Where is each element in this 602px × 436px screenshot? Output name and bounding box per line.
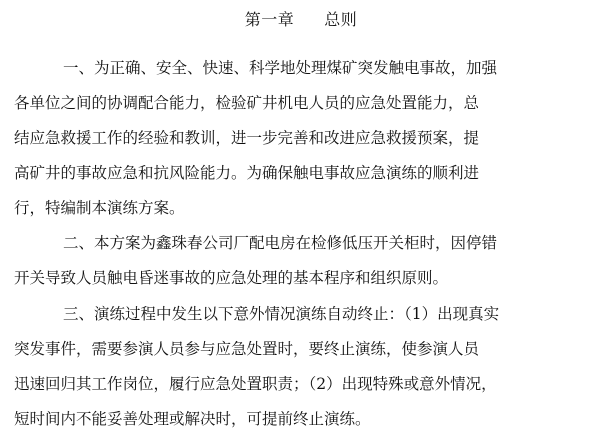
paragraph-1-line-3: 结应急救援工作的经验和教训，进一步完善和改进应急救援预案，提 bbox=[14, 129, 480, 147]
paragraph-1-line-5: 行，特编制本演练方案。 bbox=[14, 199, 185, 217]
paragraph-2-line-2: 开关导致人员触电昏迷事故的应急处理的基本程序和组织原则。 bbox=[14, 269, 449, 287]
chapter-heading bbox=[0, 8, 602, 32]
chapter-number: 第一章 bbox=[244, 10, 295, 29]
paragraph-3-line-1: 三、演练过程中发生以下意外情况演练自动终止：（1）出现真实 bbox=[63, 305, 500, 323]
paragraph-1-line-1: 一、为正确、安全、快速、科学地处理煤矿突发触电事故，加强 bbox=[63, 59, 498, 77]
paragraph-3-line-4: 短时间内不能妥善处理或解决时，可提前终止演练。 bbox=[14, 410, 371, 428]
paragraph-3-line-3: 迅速回归其工作岗位，履行应急处置职责；（2）出现特殊或意外情况， bbox=[14, 375, 497, 393]
paragraph-3-line-2: 突发事件，需要参演人员参与应急处置时，要终止演练，使参演人员 bbox=[14, 340, 480, 358]
chapter-title: 总则 bbox=[324, 10, 358, 29]
paragraph-2-line-1: 二、本方案为鑫珠春公司厂配电房在检修低压开关柜时，因停错 bbox=[63, 234, 498, 252]
paragraph-1-line-4: 高矿井的事故应急和抗风险能力。为确保触电事故应急演练的顺利进 bbox=[14, 164, 480, 182]
paragraph-1-line-2: 各单位之间的协调配合能力，检验矿井机电人员的应急处置能力，总 bbox=[14, 94, 480, 112]
